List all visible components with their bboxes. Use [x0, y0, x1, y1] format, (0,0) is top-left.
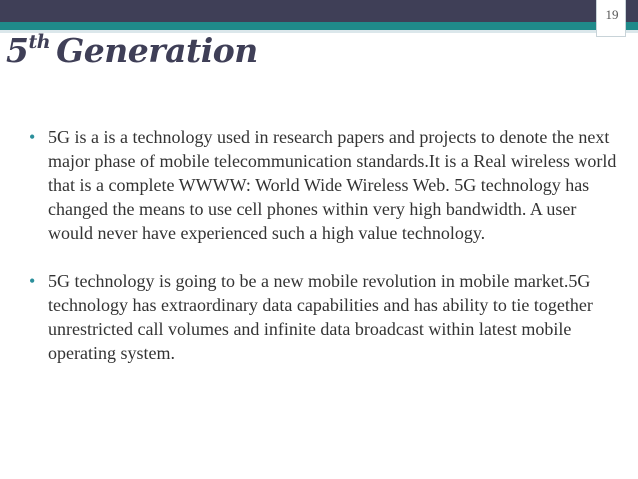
list-item — [29, 269, 619, 365]
header-band — [0, 0, 638, 22]
bullet-icon: • — [29, 127, 36, 147]
title-text: Generation — [56, 31, 258, 70]
title-number: 5 — [6, 31, 29, 70]
bullet-icon: • — [29, 271, 36, 291]
title-superscript: th — [28, 31, 51, 53]
accent-band — [0, 22, 638, 30]
bullet-text: 5G is a is a technology used in research papers and projects to denote the next major phase of mobile telecommunication standards.It is a Real wireless world that is a complete WWWW: World Wide Wireless Web. 5G technology has changed the means to use cell phones within very high bandwidth. A user would never have experienced such a high value technology. — [48, 127, 617, 243]
bullet-list — [29, 125, 619, 389]
list-item — [29, 125, 619, 245]
bullet-text: 5G technology is going to be a new mobile revolution in mobile market.5G technology has extraordinary data capabilities and has ability to tie together unrestricted call volumes and infinite data broadcast within latest mobile operating system. — [48, 271, 593, 363]
slide-title — [6, 31, 258, 71]
slide-number-tab — [596, 0, 626, 37]
slide-number: 19 — [605, 7, 619, 22]
